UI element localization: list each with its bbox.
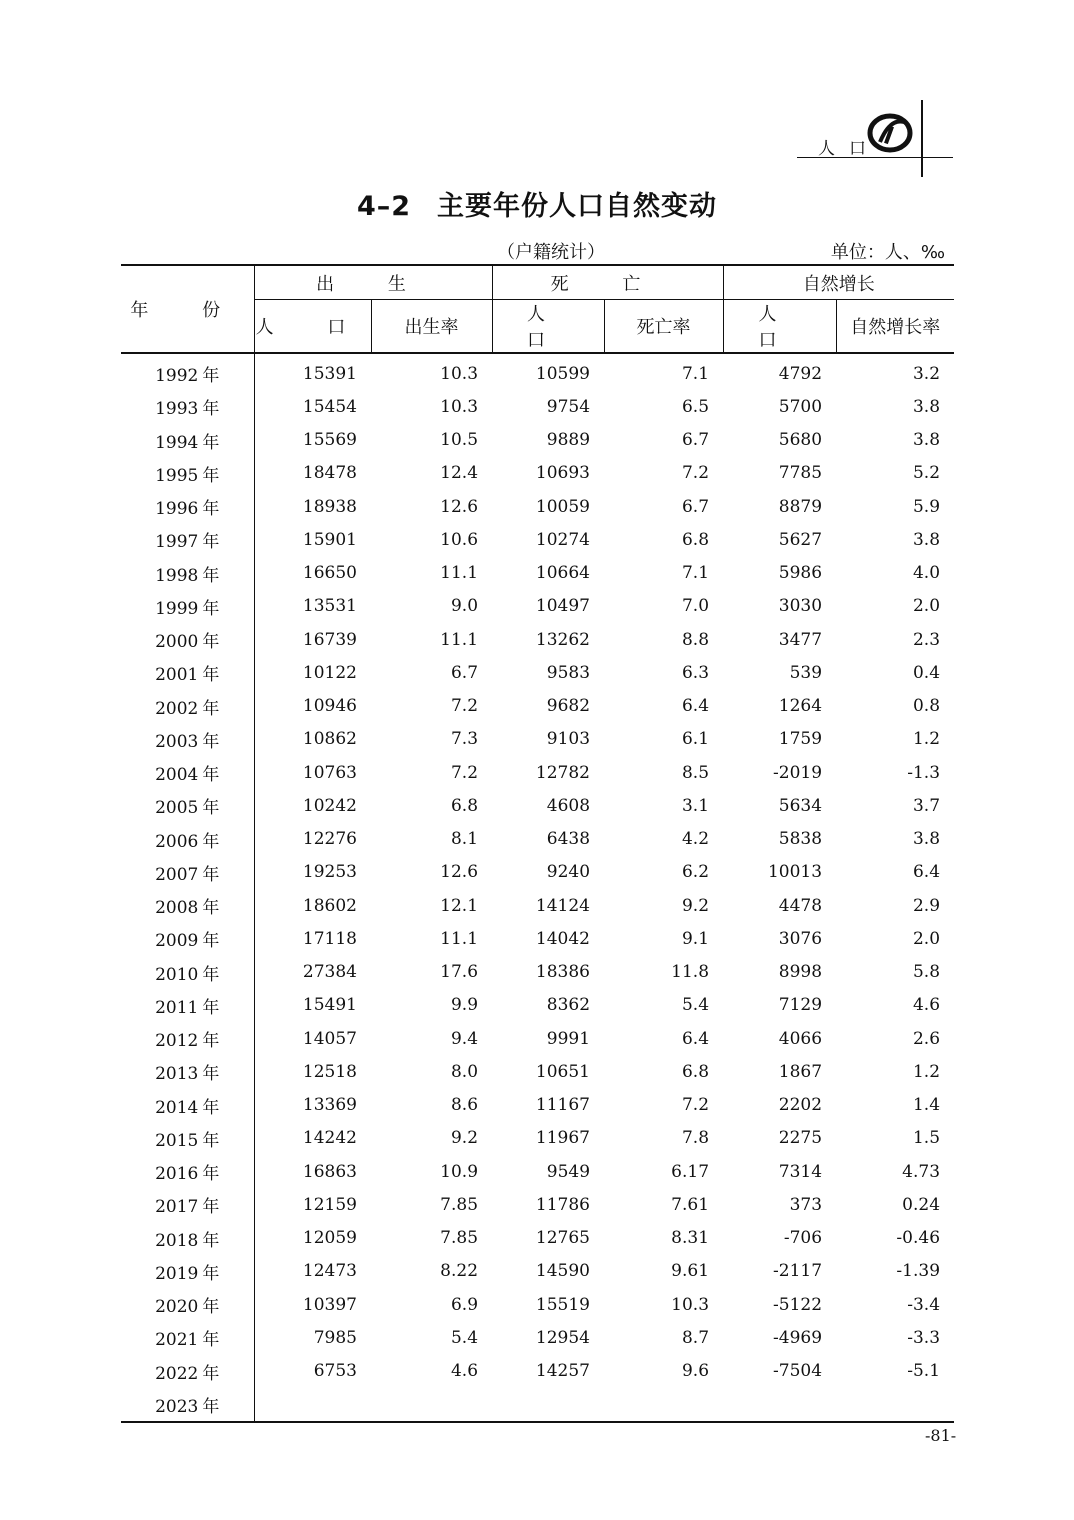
growth-population-cell: 539 [789, 662, 823, 683]
death-rate-cell: 7.2 [681, 1095, 710, 1116]
growth-rate-cell: 0.24 [902, 1194, 941, 1215]
year-cell: 2023 年 [121, 1388, 254, 1422]
death-rate-cell: 7.8 [681, 1128, 710, 1149]
growth-rate-cell: 1.2 [912, 1061, 941, 1082]
death-rate-cell: 6.4 [681, 696, 710, 717]
birth-rate-cell: 4.6 [450, 1361, 479, 1382]
birth-population-cell: 12518 [254, 1055, 371, 1088]
death-population-cell: 6438 [546, 829, 591, 850]
birth-rate-cell: 8.22 [440, 1261, 479, 1282]
birth-rate-cell: 11.1 [440, 928, 479, 949]
table-row [121, 1321, 954, 1354]
year-cell: 2022 年 [155, 1363, 220, 1384]
growth-rate-cell: 1.5 [912, 1128, 941, 1149]
table-row [121, 789, 954, 822]
growth-population-cell: 3076 [778, 928, 823, 949]
growth-rate-cell: 4.73 [902, 1161, 941, 1182]
birth-population-cell: 10862 [254, 723, 371, 756]
growth-population-cell: 8998 [778, 962, 823, 983]
year-cell: 1993 年 [155, 399, 220, 420]
birth-population-cell: 15569 [254, 424, 371, 457]
birth-rate-cell: 6.7 [450, 662, 479, 683]
birth-population-cell: 12159 [254, 1188, 371, 1221]
year-cell: 2019 年 [155, 1263, 220, 1284]
growth-population-cell: 2275 [778, 1128, 823, 1149]
death-population-cell: 8362 [546, 995, 591, 1016]
death-rate-cell: 6.7 [681, 430, 710, 451]
death-population-cell: 13262 [535, 629, 591, 650]
growth-population-cell: 4066 [778, 1028, 823, 1049]
death-rate-cell: 5.4 [681, 995, 710, 1016]
header-birth: 出 生 [254, 265, 492, 300]
death-rate-cell: 8.7 [681, 1327, 710, 1348]
growth-rate-cell: 4.0 [912, 563, 941, 584]
growth-population-cell: 7314 [778, 1161, 823, 1182]
birth-population-cell: 15454 [254, 390, 371, 423]
birth-population-cell: 15491 [254, 989, 371, 1022]
growth-population-cell: 5634 [778, 795, 823, 816]
growth-population-cell: 7785 [778, 463, 823, 484]
birth-population-cell: 12473 [254, 1255, 371, 1288]
growth-rate-cell: 0.8 [912, 696, 941, 717]
death-population-cell: 9240 [546, 862, 591, 883]
growth-population-cell: -2117 [773, 1261, 823, 1282]
header-death-population: 人 口 [492, 300, 604, 354]
section-logo-icon [866, 112, 914, 154]
birth-rate-cell: 10.5 [440, 430, 479, 451]
death-population-cell: 14042 [535, 928, 591, 949]
death-rate-cell: 7.2 [681, 463, 710, 484]
growth-rate-cell: 2.3 [912, 629, 941, 650]
death-population-cell: 15519 [535, 1294, 591, 1315]
growth-rate-cell: -1.39 [896, 1261, 941, 1282]
growth-population-cell: -2019 [773, 762, 823, 783]
death-rate-cell [604, 1388, 723, 1422]
growth-population-cell: -7504 [773, 1361, 823, 1382]
birth-rate-cell: 10.6 [440, 529, 479, 550]
birth-population-cell [254, 1388, 371, 1422]
growth-rate-cell: 3.8 [912, 396, 941, 417]
table-row [121, 390, 954, 423]
table-row [121, 756, 954, 789]
year-cell: 1995 年 [155, 465, 220, 486]
table-row [121, 656, 954, 689]
header-death: 死 亡 [492, 265, 723, 300]
year-cell: 2020 年 [155, 1297, 220, 1318]
year-cell: 2013 年 [155, 1064, 220, 1085]
growth-population-cell: -5122 [773, 1294, 823, 1315]
death-population-cell: 4608 [546, 795, 591, 816]
table-title-text: 主要年份人口自然变动 [437, 191, 718, 222]
birth-population-cell: 15901 [254, 523, 371, 556]
year-cell: 1997 年 [155, 532, 220, 553]
year-cell: 2012 年 [155, 1031, 220, 1052]
table-row [121, 690, 954, 723]
birth-population-cell: 17118 [254, 922, 371, 955]
death-population-cell: 11167 [535, 1095, 591, 1116]
birth-population-cell: 10397 [254, 1288, 371, 1321]
birth-rate-cell: 17.6 [440, 962, 479, 983]
growth-population-cell: -706 [783, 1228, 823, 1249]
birth-rate-cell: 12.1 [440, 895, 479, 916]
growth-rate-cell: -5.1 [907, 1361, 941, 1382]
table-number: 4–2 [356, 191, 412, 222]
table-row [121, 856, 954, 889]
table-row [121, 353, 954, 390]
growth-population-cell: 5680 [778, 430, 823, 451]
growth-population-cell: 1264 [778, 696, 823, 717]
death-rate-cell: 9.1 [681, 928, 710, 949]
death-rate-cell: 6.3 [681, 662, 710, 683]
growth-population-cell: 4792 [778, 363, 823, 384]
birth-rate-cell: 12.6 [440, 496, 479, 517]
death-population-cell: 10059 [535, 496, 591, 517]
year-cell: 2000 年 [155, 632, 220, 653]
growth-population-cell: 3477 [778, 629, 823, 650]
table-row [121, 557, 954, 590]
birth-rate-cell: 8.1 [450, 829, 479, 850]
year-cell: 1994 年 [155, 432, 220, 453]
table-row [121, 1055, 954, 1088]
year-cell: 2002 年 [155, 698, 220, 719]
growth-population-cell: 1759 [778, 729, 823, 750]
growth-population-cell: 373 [789, 1194, 823, 1215]
growth-rate-cell: 2.0 [912, 596, 941, 617]
birth-population-cell: 18938 [254, 490, 371, 523]
section-label: 人口 [818, 139, 880, 159]
table-subtitle: （户籍统计） [497, 242, 605, 263]
birth-rate-cell: 11.1 [440, 563, 479, 584]
death-rate-cell: 6.17 [671, 1161, 710, 1182]
growth-rate-cell: 3.7 [912, 795, 941, 816]
death-rate-cell: 6.8 [681, 529, 710, 550]
year-cell: 1998 年 [155, 565, 220, 586]
death-population-cell: 14590 [535, 1261, 591, 1282]
birth-rate-cell: 10.9 [440, 1161, 479, 1182]
death-rate-cell: 10.3 [671, 1294, 710, 1315]
death-population-cell: 10651 [535, 1061, 591, 1082]
birth-population-cell: 18478 [254, 457, 371, 490]
death-rate-cell: 3.1 [681, 795, 710, 816]
year-cell: 1999 年 [155, 598, 220, 619]
growth-rate-cell: 1.4 [912, 1095, 941, 1116]
year-cell: 2011 年 [155, 997, 220, 1018]
table-row [121, 723, 954, 756]
death-population-cell: 9103 [546, 729, 591, 750]
growth-rate-cell [836, 1388, 954, 1422]
growth-rate-cell: 3.8 [912, 430, 941, 451]
growth-population-cell: 3030 [778, 596, 823, 617]
table-row [121, 1288, 954, 1321]
growth-rate-cell: -3.3 [907, 1327, 941, 1348]
growth-rate-cell: 2.0 [912, 928, 941, 949]
birth-rate-cell: 12.6 [440, 862, 479, 883]
death-population-cell: 10497 [535, 596, 591, 617]
birth-population-cell: 27384 [254, 956, 371, 989]
year-cell: 2001 年 [155, 665, 220, 686]
death-rate-cell: 4.2 [681, 829, 710, 850]
table-row [121, 889, 954, 922]
table-row [121, 424, 954, 457]
death-population-cell: 11967 [535, 1128, 591, 1149]
death-population-cell [492, 1388, 604, 1422]
header-year: 年 份 [130, 300, 245, 321]
year-cell: 2018 年 [155, 1230, 220, 1251]
birth-rate-cell: 8.0 [450, 1061, 479, 1082]
header-birth-rate: 出生率 [371, 300, 492, 354]
table-row [121, 1388, 954, 1422]
year-cell: 2009 年 [155, 931, 220, 952]
death-population-cell: 9754 [546, 396, 591, 417]
death-population-cell: 9682 [546, 696, 591, 717]
growth-rate-cell: 2.9 [912, 895, 941, 916]
birth-population-cell: 7985 [254, 1321, 371, 1354]
birth-population-cell: 16739 [254, 623, 371, 656]
table-row [121, 956, 954, 989]
year-cell: 2003 年 [155, 731, 220, 752]
death-rate-cell: 7.1 [681, 563, 710, 584]
death-rate-cell: 11.8 [671, 962, 710, 983]
birth-population-cell: 13531 [254, 590, 371, 623]
table-row [121, 1155, 954, 1188]
table-row [121, 457, 954, 490]
birth-rate-cell: 7.85 [440, 1228, 479, 1249]
growth-population-cell: 4478 [778, 895, 823, 916]
death-population-cell: 10693 [535, 463, 591, 484]
year-cell: 2021 年 [155, 1330, 220, 1351]
growth-rate-cell: 3.8 [912, 829, 941, 850]
table-row [121, 1122, 954, 1155]
growth-population-cell: 5986 [778, 563, 823, 584]
year-cell: 2015 年 [155, 1130, 220, 1151]
growth-population-cell: 5700 [778, 396, 823, 417]
birth-population-cell: 16650 [254, 557, 371, 590]
death-population-cell: 10664 [535, 563, 591, 584]
header-growth-population: 人 口 [723, 300, 836, 354]
table-row [121, 623, 954, 656]
growth-rate-cell: -0.46 [896, 1228, 941, 1249]
death-population-cell: 9991 [546, 1028, 591, 1049]
growth-population-cell [723, 1388, 836, 1422]
birth-population-cell: 19253 [254, 856, 371, 889]
birth-rate-cell: 7.85 [440, 1194, 479, 1215]
death-population-cell: 18386 [535, 962, 591, 983]
year-cell: 2007 年 [155, 864, 220, 885]
death-population-cell: 10599 [535, 363, 591, 384]
death-population-cell: 11786 [535, 1194, 591, 1215]
death-rate-cell: 7.1 [681, 363, 710, 384]
death-rate-cell: 6.7 [681, 496, 710, 517]
growth-rate-cell: 1.2 [912, 729, 941, 750]
birth-rate-cell: 9.4 [450, 1028, 479, 1049]
table-row [121, 1255, 954, 1288]
death-population-cell: 12954 [535, 1327, 591, 1348]
birth-rate-cell: 12.4 [440, 463, 479, 484]
year-cell: 2010 年 [155, 964, 220, 985]
header-vertical-rule [921, 100, 923, 177]
death-rate-cell: 8.5 [681, 762, 710, 783]
birth-population-cell: 10122 [254, 656, 371, 689]
year-cell: 1996 年 [155, 499, 220, 520]
table-row [121, 823, 954, 856]
birth-rate-cell: 7.3 [450, 729, 479, 750]
growth-rate-cell: 6.4 [912, 862, 941, 883]
table-row [121, 989, 954, 1022]
birth-population-cell: 13369 [254, 1089, 371, 1122]
growth-population-cell: 5838 [778, 829, 823, 850]
growth-population-cell: 2202 [778, 1095, 823, 1116]
death-population-cell: 10274 [535, 529, 591, 550]
table-row [121, 1022, 954, 1055]
birth-population-cell: 12059 [254, 1222, 371, 1255]
death-rate-cell: 9.2 [681, 895, 710, 916]
unit-label: 单位：人、‰ [830, 242, 945, 263]
birth-rate-cell: 6.9 [450, 1294, 479, 1315]
death-rate-cell: 8.31 [671, 1228, 710, 1249]
year-cell: 2008 年 [155, 898, 220, 919]
birth-rate-cell [371, 1388, 492, 1422]
growth-population-cell: 5627 [778, 529, 823, 550]
death-rate-cell: 6.8 [681, 1061, 710, 1082]
death-rate-cell: 6.4 [681, 1028, 710, 1049]
death-rate-cell: 7.61 [671, 1194, 710, 1215]
death-population-cell: 14124 [535, 895, 591, 916]
growth-rate-cell: 0.4 [912, 662, 941, 683]
table-row [121, 1222, 954, 1255]
birth-rate-cell: 10.3 [440, 363, 479, 384]
growth-rate-cell: 4.6 [912, 995, 941, 1016]
death-rate-cell: 8.8 [681, 629, 710, 650]
year-cell: 2017 年 [155, 1197, 220, 1218]
header-birth-population: 人 口 [254, 300, 371, 354]
table-body [121, 353, 954, 1422]
birth-rate-cell: 10.3 [440, 396, 479, 417]
growth-rate-cell: 3.2 [912, 363, 941, 384]
table-row [121, 523, 954, 556]
death-population-cell: 12765 [535, 1228, 591, 1249]
birth-population-cell: 16863 [254, 1155, 371, 1188]
growth-population-cell: 7129 [778, 995, 823, 1016]
birth-rate-cell: 5.4 [450, 1327, 479, 1348]
header-death-rate: 死亡率 [604, 300, 723, 354]
table-row [121, 1188, 954, 1221]
growth-population-cell: 10013 [767, 862, 823, 883]
year-cell: 1992 年 [155, 366, 220, 387]
year-cell: 2006 年 [155, 831, 220, 852]
year-cell: 2016 年 [155, 1164, 220, 1185]
growth-population-cell: -4969 [773, 1327, 823, 1348]
birth-population-cell: 15391 [254, 353, 371, 390]
birth-population-cell: 10242 [254, 789, 371, 822]
birth-population-cell: 6753 [254, 1355, 371, 1388]
year-cell: 2014 年 [155, 1097, 220, 1118]
birth-rate-cell: 7.2 [450, 762, 479, 783]
death-population-cell: 9583 [546, 662, 591, 683]
table-row [121, 922, 954, 955]
year-cell: 2005 年 [155, 798, 220, 819]
death-rate-cell: 9.61 [671, 1261, 710, 1282]
population-change-table [121, 264, 954, 1423]
growth-rate-cell: -1.3 [907, 762, 941, 783]
death-rate-cell: 6.5 [681, 396, 710, 417]
birth-population-cell: 10763 [254, 756, 371, 789]
growth-rate-cell: -3.4 [907, 1294, 941, 1315]
birth-rate-cell: 9.2 [450, 1128, 479, 1149]
death-rate-cell: 9.6 [681, 1361, 710, 1382]
growth-population-cell: 1867 [778, 1061, 823, 1082]
year-cell: 2004 年 [155, 765, 220, 786]
birth-rate-cell: 11.1 [440, 629, 479, 650]
table-row [121, 490, 954, 523]
page-title [0, 184, 1074, 223]
growth-rate-cell: 5.2 [912, 463, 941, 484]
death-rate-cell: 6.2 [681, 862, 710, 883]
birth-population-cell: 10946 [254, 690, 371, 723]
birth-rate-cell: 9.0 [450, 596, 479, 617]
page-number: -81- [925, 1426, 957, 1445]
header-natural-growth: 自然增长 [723, 265, 954, 300]
birth-population-cell: 14057 [254, 1022, 371, 1055]
death-population-cell: 12782 [535, 762, 591, 783]
death-population-cell: 9889 [546, 430, 591, 451]
death-rate-cell: 7.0 [681, 596, 710, 617]
birth-population-cell: 12276 [254, 823, 371, 856]
death-rate-cell: 6.1 [681, 729, 710, 750]
birth-rate-cell: 9.9 [450, 995, 479, 1016]
table-row [121, 1355, 954, 1388]
table-row [121, 590, 954, 623]
growth-rate-cell: 2.6 [912, 1028, 941, 1049]
growth-rate-cell: 5.8 [912, 962, 941, 983]
growth-rate-cell: 3.8 [912, 529, 941, 550]
birth-rate-cell: 6.8 [450, 795, 479, 816]
growth-population-cell: 8879 [778, 496, 823, 517]
birth-rate-cell: 8.6 [450, 1095, 479, 1116]
header-growth-rate: 自然增长率 [836, 300, 954, 354]
birth-population-cell: 18602 [254, 889, 371, 922]
death-population-cell: 14257 [535, 1361, 591, 1382]
growth-rate-cell: 5.9 [912, 496, 941, 517]
death-population-cell: 9549 [546, 1161, 591, 1182]
table-row [121, 1089, 954, 1122]
birth-population-cell: 14242 [254, 1122, 371, 1155]
birth-rate-cell: 7.2 [450, 696, 479, 717]
